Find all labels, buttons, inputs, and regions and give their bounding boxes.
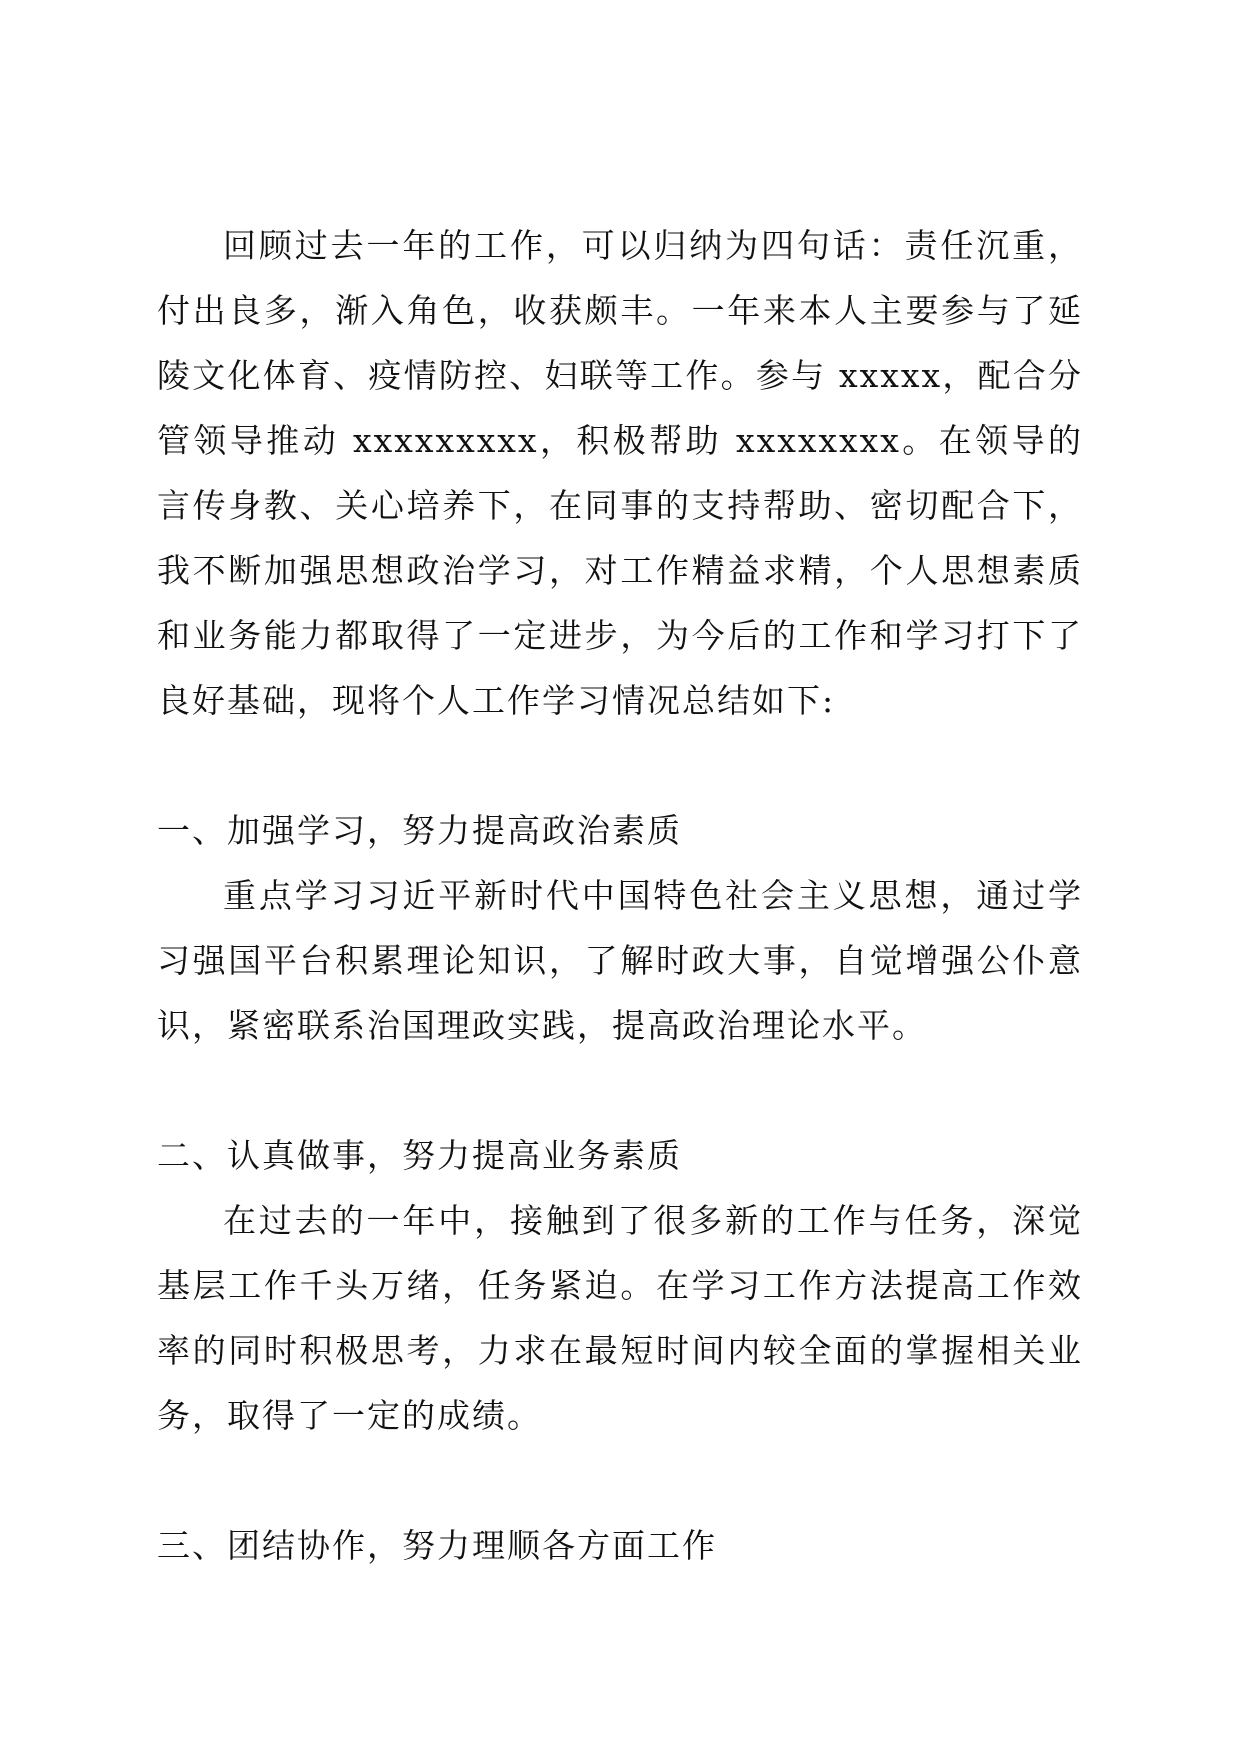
intro-paragraph: 回顾过去一年的工作，可以归纳为四句话：责任沉重，付出良多，渐入角色，收获颇丰。一年来本人主要参与了延陵文化体育、疫情防控、妇联等工作。参与 xxxxx，配合分管领导推动 xxxxxxxxx，积极帮助 xxxxxxxx。在领导的言传身教、关心培养下，在同事的支持帮助、密切配合下，我不断加强思想政治学习，对工作精益求精，个人思想素质和业务能力都取得了一定进步，为今后的工作和学习打下了良好基础，现将个人工作学习情况总结如下: <box>157 226 1083 720</box>
section-3-heading: 三、团结协作，努力理顺各方面工作 <box>157 1526 717 1565</box>
section-2-heading: 二、认真做事，努力提高业务素质 <box>157 1136 682 1175</box>
section-1-paragraph: 重点学习习近平新时代中国特色社会主义思想，通过学习强国平台积累理论知识，了解时政大事，自觉增强公仆意识，紧密联系治国理政实践，提高政治理论水平。 <box>157 876 1083 1045</box>
section-2-paragraph: 在过去的一年中，接触到了很多新的工作与任务，深觉基层工作千头万绪，任务紧迫。在学习工作方法提高工作效率的同时积极思考，力求在最短时间内较全面的掌握相关业务，取得了一定的成绩。 <box>157 1201 1083 1435</box>
document-body <box>157 213 1083 1578</box>
section-1-heading: 一、加强学习，努力提高政治素质 <box>157 811 682 850</box>
